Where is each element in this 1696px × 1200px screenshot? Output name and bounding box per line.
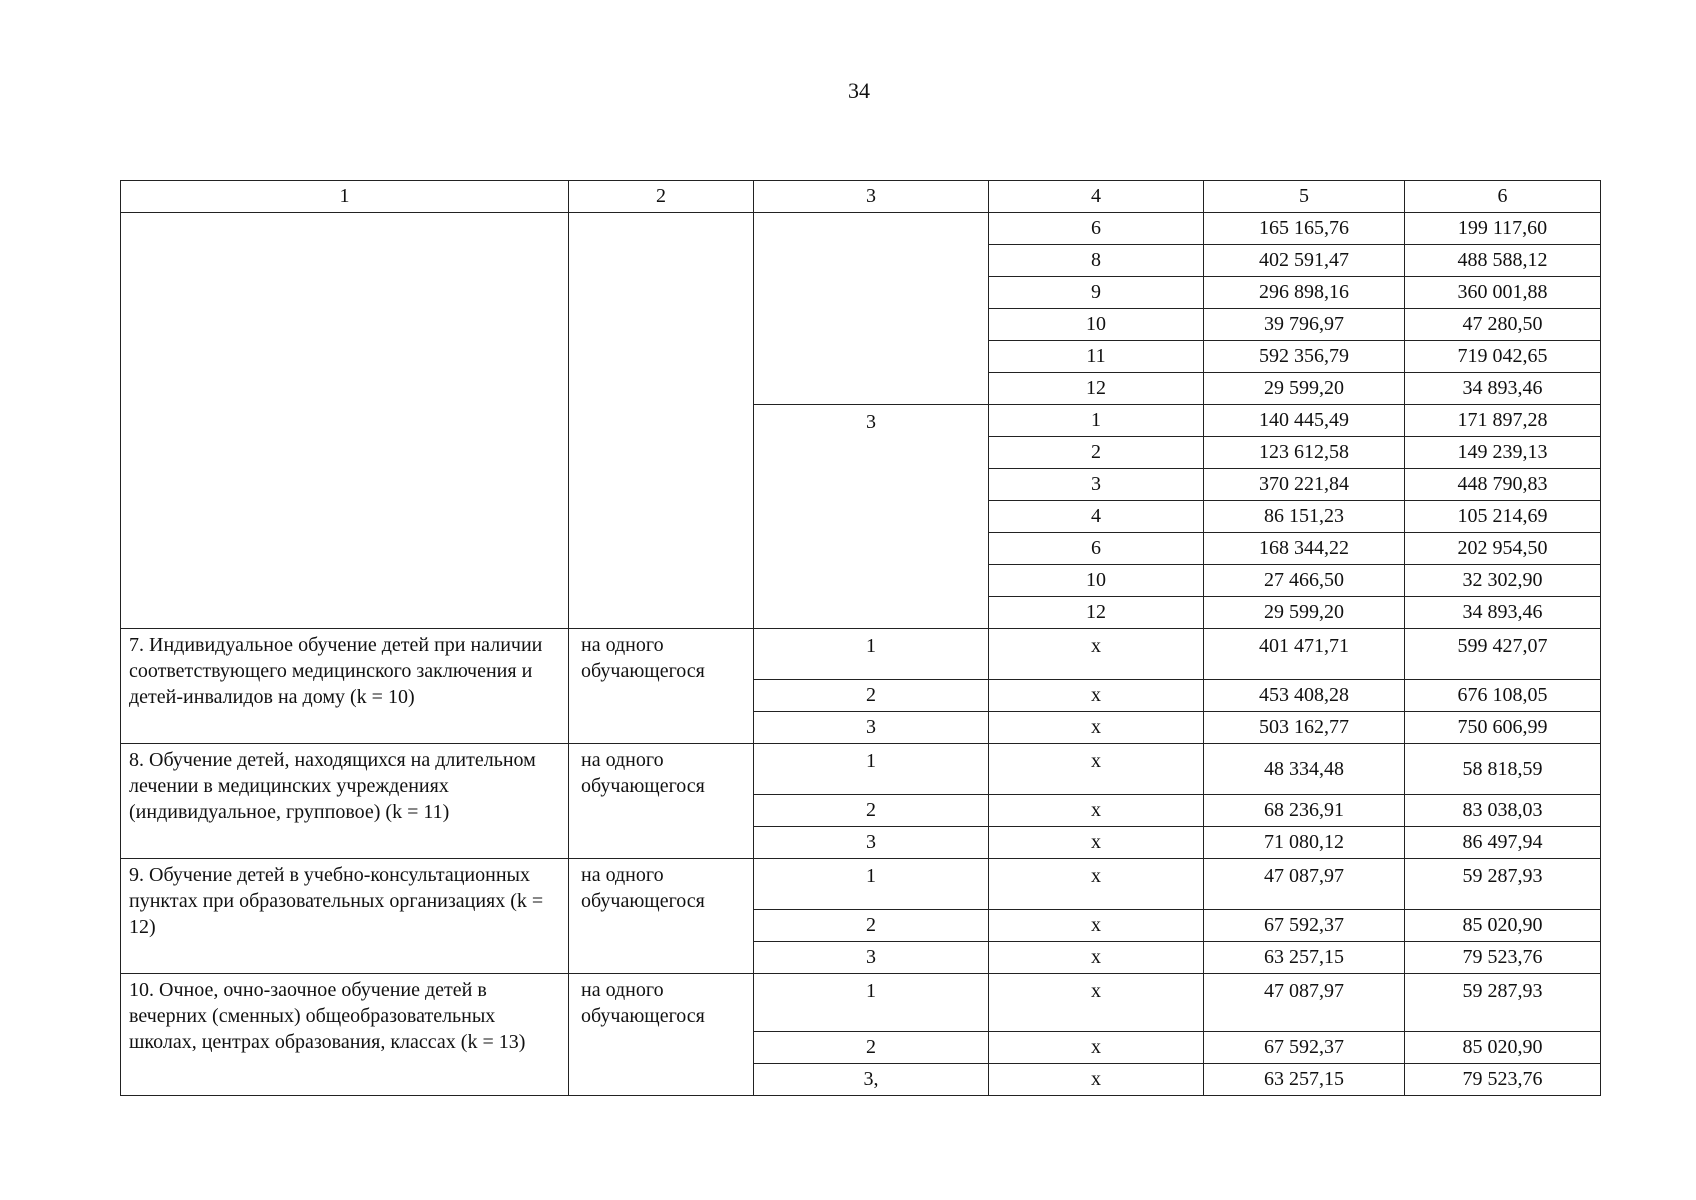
cell-col4: 3 xyxy=(989,469,1204,501)
cell-col6: 85 020,90 xyxy=(1405,910,1601,942)
cell-col6: 59 287,93 xyxy=(1405,974,1601,1032)
cell-col6: 199 117,60 xyxy=(1405,213,1601,245)
cell-col6: 86 497,94 xyxy=(1405,827,1601,859)
continued-desc-cell xyxy=(121,213,569,629)
cell-col6: 83 038,03 xyxy=(1405,795,1601,827)
continued-group-cell xyxy=(754,213,989,405)
cell-col6: 599 427,07 xyxy=(1405,629,1601,680)
cell-col4: х xyxy=(989,795,1204,827)
cell-col3: 2 xyxy=(754,680,989,712)
cell-col5: 370 221,84 xyxy=(1204,469,1405,501)
cell-col5: 86 151,23 xyxy=(1204,501,1405,533)
cell-col5: 123 612,58 xyxy=(1204,437,1405,469)
cell-col6: 149 239,13 xyxy=(1405,437,1601,469)
cell-col3: 1 xyxy=(754,859,989,910)
cell-col5: 68 236,91 xyxy=(1204,795,1405,827)
page-number: 34 xyxy=(848,78,870,103)
table-row xyxy=(121,629,1601,680)
cell-col6: 85 020,90 xyxy=(1405,1032,1601,1064)
cell-col5: 29 599,20 xyxy=(1204,373,1405,405)
section-unit: на одного обучающегося xyxy=(569,974,754,1096)
cell-col4: 9 xyxy=(989,277,1204,309)
cell-col6: 676 108,05 xyxy=(1405,680,1601,712)
cell-col5: 165 165,76 xyxy=(1204,213,1405,245)
cell-col4: х xyxy=(989,827,1204,859)
cell-col4: 1 xyxy=(989,405,1204,437)
header-cell-3: 3 xyxy=(754,181,989,213)
cell-col4: 10 xyxy=(989,565,1204,597)
cell-col4: х xyxy=(989,1032,1204,1064)
cell-col6: 488 588,12 xyxy=(1405,245,1601,277)
header-cell-5: 5 xyxy=(1204,181,1405,213)
section-unit: на одного обучающегося xyxy=(569,859,754,974)
cell-col5: 503 162,77 xyxy=(1204,712,1405,744)
section-description: 8. Обучение детей, находящихся на длительном лечении в медицинских учреждениях (индивидуальное, групповое) (k = 11) xyxy=(121,744,569,859)
cell-col6: 59 287,93 xyxy=(1405,859,1601,910)
header-row xyxy=(121,181,1601,213)
cell-col5: 592 356,79 xyxy=(1204,341,1405,373)
table-row xyxy=(121,744,1601,795)
cell-col6: 360 001,88 xyxy=(1405,277,1601,309)
cell-col4: 10 xyxy=(989,309,1204,341)
cell-col4: х xyxy=(989,680,1204,712)
cell-col6: 32 302,90 xyxy=(1405,565,1601,597)
cell-col5: 401 471,71 xyxy=(1204,629,1405,680)
cell-col4: 2 xyxy=(989,437,1204,469)
cell-col4: 6 xyxy=(989,213,1204,245)
cell-col6: 79 523,76 xyxy=(1405,942,1601,974)
cell-col6: 171 897,28 xyxy=(1405,405,1601,437)
cell-col4: х xyxy=(989,629,1204,680)
cell-col6: 448 790,83 xyxy=(1405,469,1601,501)
cell-col5: 296 898,16 xyxy=(1204,277,1405,309)
cell-col5: 48 334,48 xyxy=(1204,744,1405,795)
cell-col4: 8 xyxy=(989,245,1204,277)
cell-col5: 47 087,97 xyxy=(1204,974,1405,1032)
cell-col6: 719 042,65 xyxy=(1405,341,1601,373)
header-cell-6: 6 xyxy=(1405,181,1601,213)
cell-col5: 402 591,47 xyxy=(1204,245,1405,277)
table-row xyxy=(121,974,1601,1032)
cell-col4: х xyxy=(989,859,1204,910)
cell-col4: х xyxy=(989,910,1204,942)
cell-col3: 3 xyxy=(754,712,989,744)
cell-col6: 750 606,99 xyxy=(1405,712,1601,744)
cell-col3: 2 xyxy=(754,910,989,942)
header-cell-2: 2 xyxy=(569,181,754,213)
cell-col4: 12 xyxy=(989,597,1204,629)
table-row xyxy=(121,859,1601,910)
cell-col4: х xyxy=(989,712,1204,744)
cell-col5: 63 257,15 xyxy=(1204,1064,1405,1096)
cell-col4: х xyxy=(989,942,1204,974)
section-unit: на одного обучающегося xyxy=(569,629,754,744)
cell-col5: 168 344,22 xyxy=(1204,533,1405,565)
cell-col3: 1 xyxy=(754,974,989,1032)
cell-col5: 39 796,97 xyxy=(1204,309,1405,341)
cell-col3: 2 xyxy=(754,795,989,827)
cell-col6: 34 893,46 xyxy=(1405,373,1601,405)
cell-col5: 63 257,15 xyxy=(1204,942,1405,974)
continued-unit-cell xyxy=(569,213,754,629)
cell-col4: х xyxy=(989,744,1204,795)
cell-col5: 29 599,20 xyxy=(1204,597,1405,629)
table-row xyxy=(121,213,1601,245)
cell-col3: 3, xyxy=(754,1064,989,1096)
cell-col5: 71 080,12 xyxy=(1204,827,1405,859)
tariff-table xyxy=(120,180,1601,1096)
cell-col4: 12 xyxy=(989,373,1204,405)
cell-col6: 105 214,69 xyxy=(1405,501,1601,533)
section-unit: на одного обучающегося xyxy=(569,744,754,859)
cell-col3: 2 xyxy=(754,1032,989,1064)
cell-col5: 67 592,37 xyxy=(1204,1032,1405,1064)
cell-col6: 58 818,59 xyxy=(1405,744,1601,795)
cell-col6: 202 954,50 xyxy=(1405,533,1601,565)
cell-col5: 67 592,37 xyxy=(1204,910,1405,942)
cell-col6: 34 893,46 xyxy=(1405,597,1601,629)
cell-col4: 4 xyxy=(989,501,1204,533)
cell-col5: 453 408,28 xyxy=(1204,680,1405,712)
cell-col3: 1 xyxy=(754,629,989,680)
cell-col6: 79 523,76 xyxy=(1405,1064,1601,1096)
group-label-cell: 3 xyxy=(754,405,989,629)
cell-col6: 47 280,50 xyxy=(1405,309,1601,341)
cell-col3: 3 xyxy=(754,942,989,974)
header-cell-1: 1 xyxy=(121,181,569,213)
cell-col5: 27 466,50 xyxy=(1204,565,1405,597)
cell-col4: х xyxy=(989,1064,1204,1096)
cell-col4: х xyxy=(989,974,1204,1032)
section-description: 9. Обучение детей в учебно-консультационных пунктах при образовательных организациях (k = 12) xyxy=(121,859,569,974)
section-description: 10. Очное, очно-заочное обучение детей в вечерних (сменных) общеобразовательных школах, центрах образования, классах (k = 13) xyxy=(121,974,569,1096)
cell-col3: 1 xyxy=(754,744,989,795)
cell-col4: 6 xyxy=(989,533,1204,565)
cell-col3: 3 xyxy=(754,827,989,859)
cell-col4: 11 xyxy=(989,341,1204,373)
header-cell-4: 4 xyxy=(989,181,1204,213)
cell-col5: 47 087,97 xyxy=(1204,859,1405,910)
cell-col5: 140 445,49 xyxy=(1204,405,1405,437)
section-description: 7. Индивидуальное обучение детей при наличии соответствующего медицинского заключения и детей-инвалидов на дому (k = 10) xyxy=(121,629,569,744)
